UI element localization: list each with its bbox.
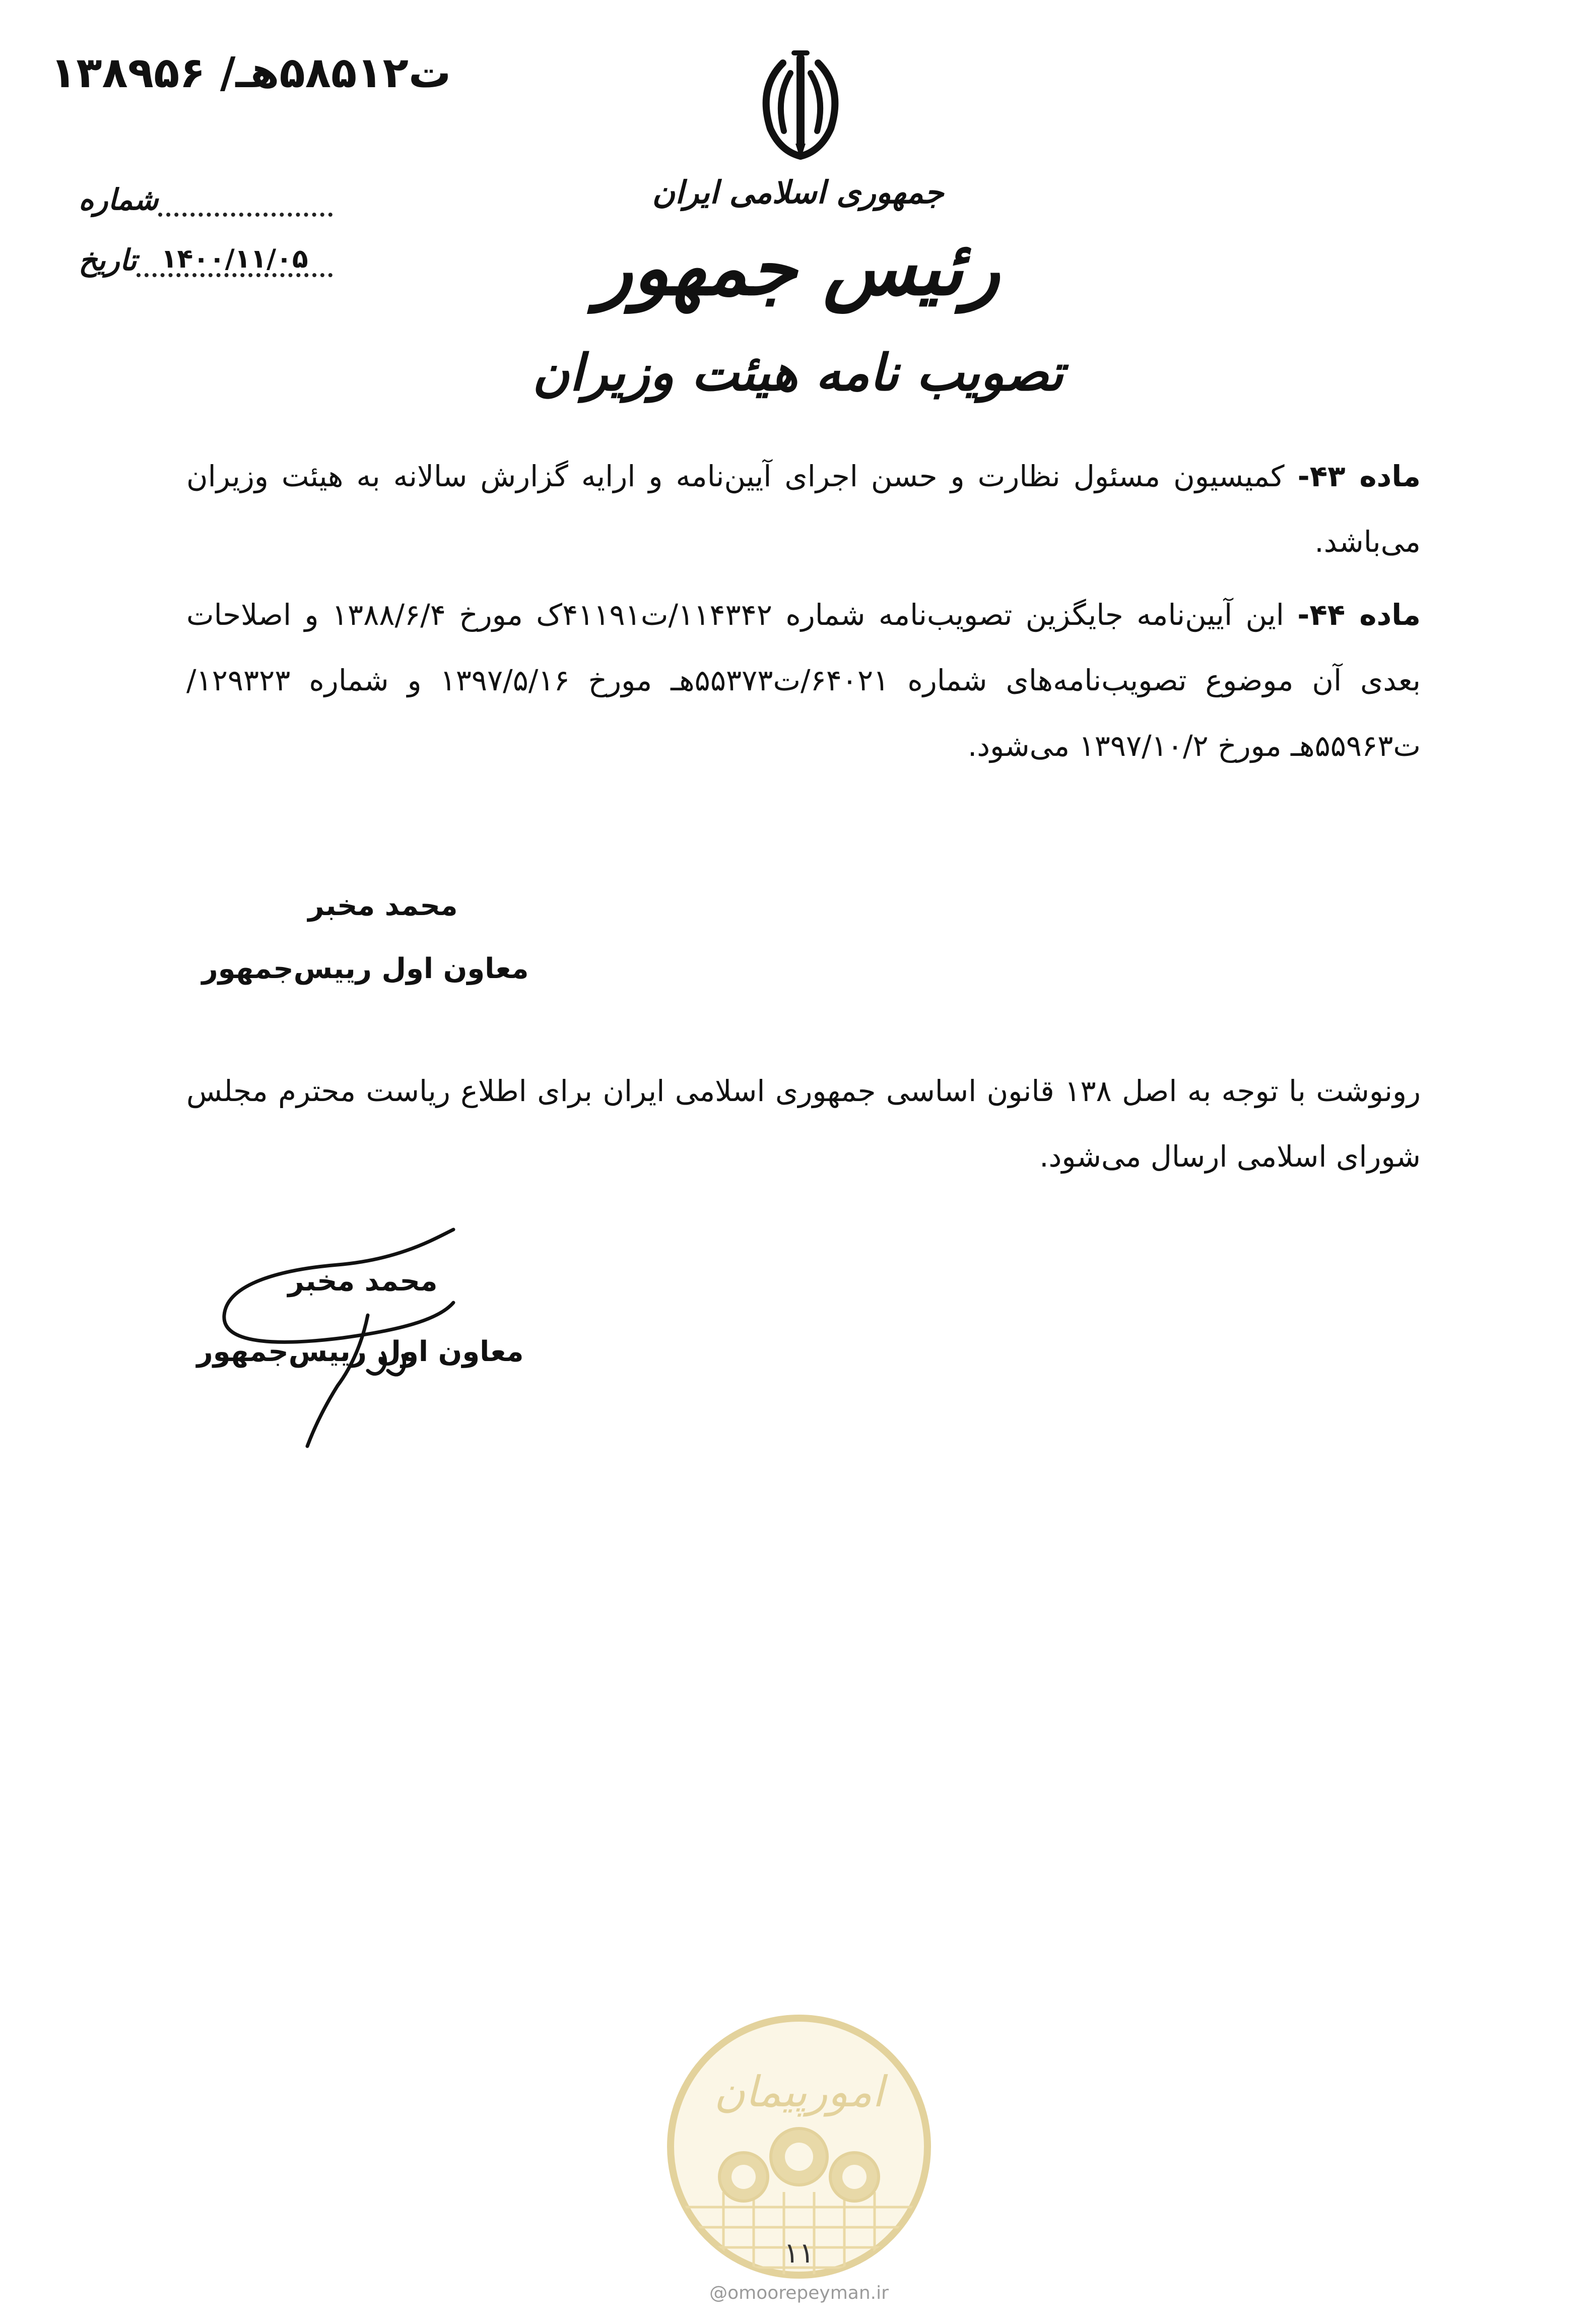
cc-paragraph: رونوشت با توجه به اصل ۱۳۸ قانون اساسی جمهوری اسلامی ایران برای اطلاع ریاست محترم مجلس شورای اسلامی ارسال می‌شود. — [186, 1074, 1421, 1174]
page-number: ۱۱ — [783, 2237, 815, 2270]
number-label: شماره — [79, 182, 159, 217]
watermark-logo-text: امورپیمان — [714, 2067, 884, 2116]
number-row — [71, 156, 332, 217]
article-43-label: ماده ۴۳- — [1297, 459, 1421, 493]
document-type: تصویب نامه هیئت وزیران — [532, 343, 1064, 402]
meta-block — [71, 156, 332, 277]
article-43-text: کمیسیون مسئول نظارت و حسن اجرای آیین‌نامه و ارایه گزارش سالانه به هیئت وزیران می‌باشد. — [186, 459, 1421, 559]
signatory-title-copy: معاون اول رییس‌جمهور — [196, 1335, 524, 1368]
registration-number: ۱۳۸۹۵۶ /ت۵۸۵۱۲هـ — [50, 48, 451, 97]
signatory-name-copy: محمد مخبر — [288, 1265, 438, 1298]
article-44 — [186, 582, 1421, 779]
signatory-name: محمد مخبر — [308, 889, 458, 922]
watermark-logo — [663, 2011, 935, 2283]
office-title: رئیس جمهور — [596, 224, 1000, 312]
signatory-title: معاون اول رییس‌جمهور — [202, 952, 529, 985]
date-value: ۱۴۰۰/۱۱/۰۵ — [137, 245, 332, 277]
article-44-label: ماده ۴۴- — [1297, 598, 1421, 632]
article-43 — [186, 443, 1421, 574]
number-value — [158, 184, 332, 217]
country-title: جمهوری اسلامی ایران — [652, 174, 944, 211]
watermark-caption: @omoorepeyman.ir — [709, 2283, 889, 2303]
date-row — [71, 217, 332, 277]
date-label: تاریخ — [79, 243, 137, 277]
article-44-text: این آیین‌نامه جایگزین تصویب‌نامه شماره ۱۱۴۳۴۲/ت۴۱۱۹۱ک مورخ ۱۳۸۸/۶/۴ و اصلاحات بعدی آن موضوع تصویب‌نامه‌های شماره ۶۴۰۲۱/ت۵۵۳۷۳هـ مورخ ۱۳۹۷/۵/۱۶ و شماره ۱۲۹۳۲۳/ت۵۵۹۶۳هـ مورخ ۱۳۹۷/۱۰/۲ می‌شود. — [186, 598, 1421, 763]
iran-emblem-icon — [748, 43, 853, 164]
